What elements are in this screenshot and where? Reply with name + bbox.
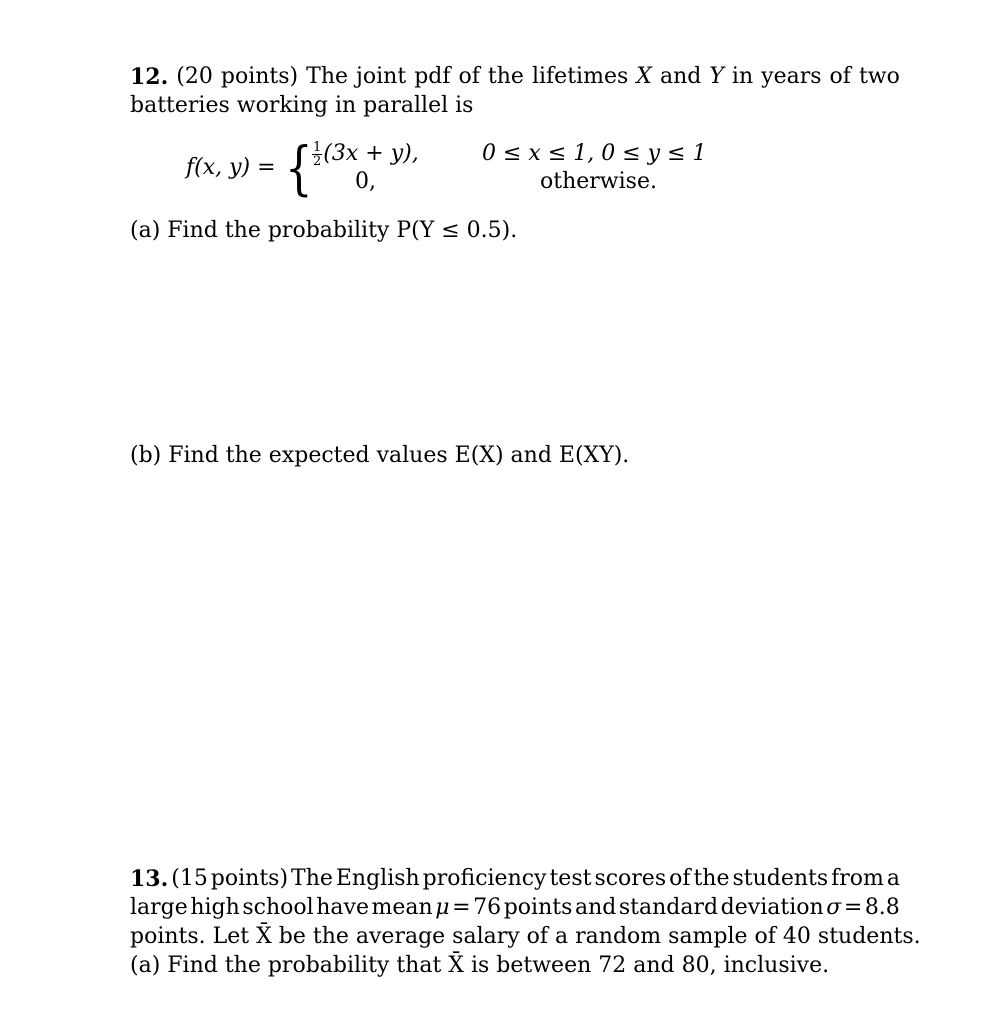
formula-case-2-condition: otherwise.: [540, 169, 657, 194]
q13-word: of: [669, 866, 691, 891]
q13-word: from: [831, 866, 884, 891]
q12-intro-line-2: batteries working in parallel is: [130, 93, 474, 118]
q13-part-a: (a) Find the probability that X̄ is between 72 and 80, inclusive.: [130, 953, 830, 978]
q13-word: The: [291, 866, 333, 891]
q12-word: of: [458, 64, 480, 89]
q13-word: large: [130, 895, 188, 920]
q12-var-x: X: [636, 64, 652, 89]
q13-word: a: [886, 866, 900, 891]
q13-word: scores: [594, 866, 667, 891]
q12-word: The: [306, 64, 349, 89]
q13-word: mean: [371, 895, 433, 920]
q13-line-3: points. Let X̄ be the average salary of a random sample of 40 students.: [130, 924, 921, 949]
q12-word: years: [761, 64, 822, 89]
q12-intro-line-1: [130, 63, 900, 91]
formula-brace: {: [285, 134, 313, 202]
q13-word: standard: [618, 895, 719, 920]
q13-word: points: [503, 895, 573, 920]
q12-word: two: [858, 64, 900, 89]
q13-word: test: [549, 866, 592, 891]
q13-word: =: [843, 895, 863, 920]
fraction-numerator: 1: [313, 139, 322, 155]
q12-word: and: [659, 64, 702, 89]
q13-word: English: [335, 866, 420, 891]
q12-word: pdf: [414, 64, 451, 89]
q12-word: the: [487, 64, 524, 89]
q13-word: have: [316, 895, 369, 920]
formula-lhs: f(x, y) =: [186, 155, 276, 180]
q13-line-1: [130, 865, 900, 893]
q13-word: points): [210, 866, 289, 891]
fraction-one-half: [312, 141, 322, 168]
formula-case-1-condition: 0 ≤ x ≤ 1, 0 ≤ y ≤ 1: [482, 141, 707, 166]
q12-word: of: [829, 64, 851, 89]
fraction-denominator: 2: [313, 153, 322, 169]
q13-word: school: [242, 895, 314, 920]
formula-case-1: [312, 140, 419, 168]
q13-word: proficiency: [422, 866, 547, 891]
q12-part-a: (a) Find the probability P(Y ≤ 0.5).: [130, 218, 518, 243]
q13-word: 8.8: [864, 895, 900, 920]
q13-line-2: [130, 894, 900, 922]
q13-word: (15: [171, 866, 208, 891]
q13-word: 76: [473, 895, 502, 920]
q12-number: 12.: [130, 64, 169, 90]
q13-word: and: [574, 895, 617, 920]
q12-var-y: Y: [709, 64, 724, 89]
q13-number: 13.: [130, 866, 169, 892]
formula-case-2: 0,: [355, 169, 376, 194]
case-1-expression: (3x + y),: [323, 141, 419, 166]
q13-mu: μ: [435, 895, 450, 920]
q12-word: joint: [356, 64, 407, 89]
q13-word: students: [732, 866, 829, 891]
q13-word: deviation: [720, 895, 824, 920]
q12-part-b: (b) Find the expected values E(X) and E(XY).: [130, 443, 630, 468]
q12-word: in: [731, 64, 754, 89]
q13-word: the: [693, 866, 730, 891]
q12-word: lifetimes: [531, 64, 629, 89]
q13-word: high: [190, 895, 240, 920]
q13-sigma: σ: [826, 895, 842, 920]
q12-word: (20: [176, 64, 213, 89]
q12-word: points): [220, 64, 299, 89]
q13-word: =: [452, 895, 471, 920]
